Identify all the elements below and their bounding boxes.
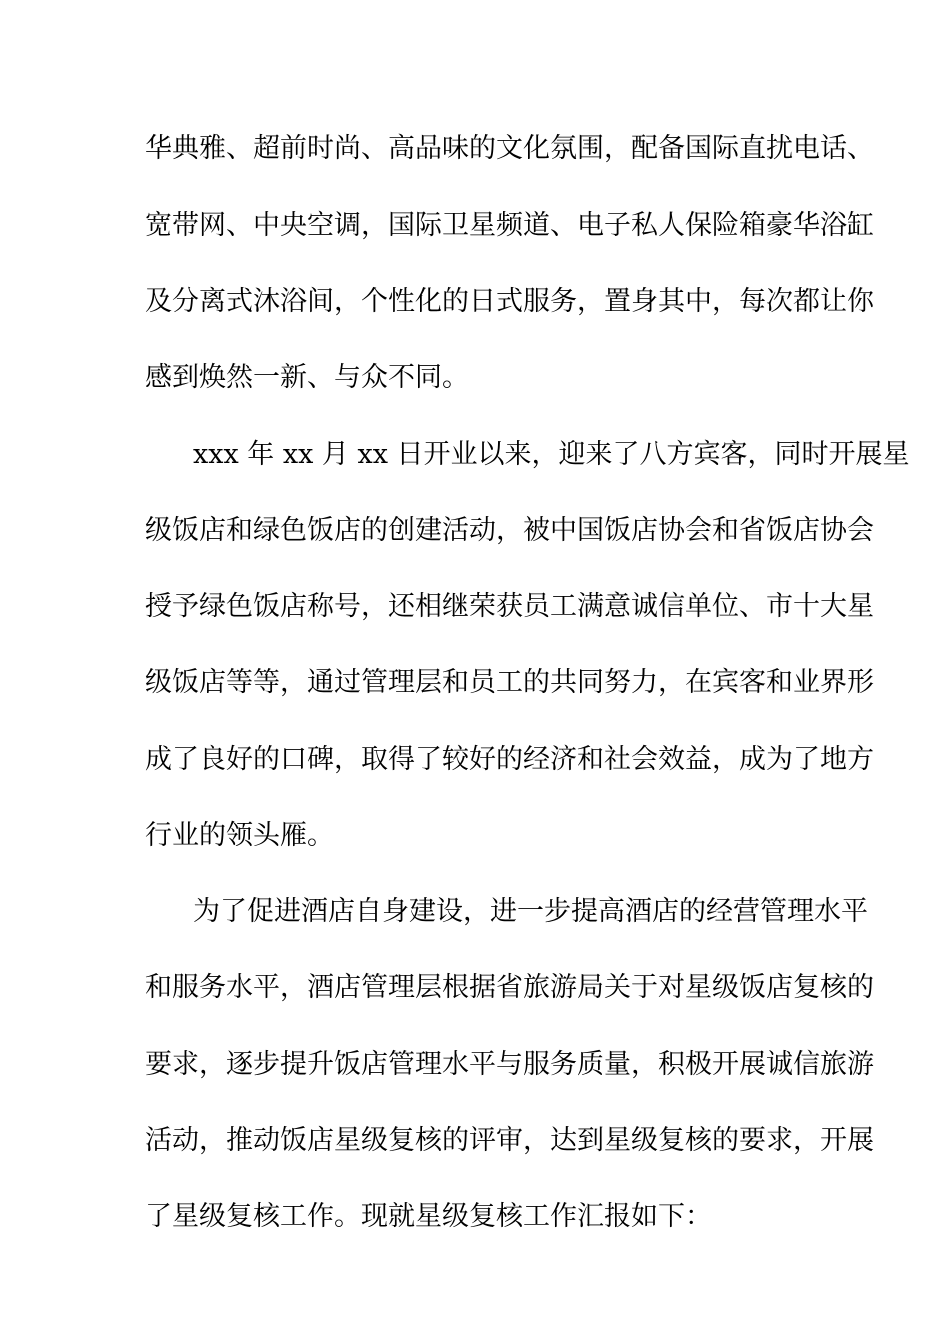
paragraph-line: 及分离式沐浴间，个性化的日式服务，置身其中，每次都让你 bbox=[145, 286, 874, 317]
paragraph-line: 为了促进酒店自身建设，进一步提高酒店的经营管理水平 bbox=[193, 896, 868, 927]
paragraph-line: 级饭店和绿色饭店的创建活动，被中国饭店协会和省饭店协会 bbox=[145, 515, 874, 546]
paragraph-line: xxx 年 xx 月 xx 日开业以来，迎来了八方宾客，同时开展星 bbox=[193, 439, 910, 470]
paragraph-line: 宽带网、中央空调，国际卫星频道、电子私人保险箱豪华浴缸 bbox=[145, 210, 874, 241]
paragraph-line: 活动，推动饭店星级复核的评审，达到星级复核的要求，开展 bbox=[145, 1125, 874, 1156]
paragraph-line: 行业的领头雁。 bbox=[145, 820, 334, 851]
paragraph-line: 成了良好的口碑，取得了较好的经济和社会效益，成为了地方 bbox=[145, 744, 874, 775]
paragraph-line: 华典雅、超前时尚、高品味的文化氛围，配备国际直扰电话、 bbox=[145, 133, 874, 164]
paragraph-line: 和服务水平，酒店管理层根据省旅游局关于对星级饭店复核的 bbox=[145, 972, 874, 1003]
paragraph-line: 授予绿色饭店称号，还相继荣获员工满意诚信单位、市十大星 bbox=[145, 591, 874, 622]
paragraph-line: 了星级复核工作。现就星级复核工作汇报如下： bbox=[145, 1201, 712, 1232]
paragraph-line: 级饭店等等，通过管理层和员工的共同努力，在宾客和业界形 bbox=[145, 667, 874, 698]
paragraph-line: 感到焕然一新、与众不同。 bbox=[145, 362, 469, 393]
paragraph-line: 要求，逐步提升饭店管理水平与服务质量，积极开展诚信旅游 bbox=[145, 1049, 874, 1080]
